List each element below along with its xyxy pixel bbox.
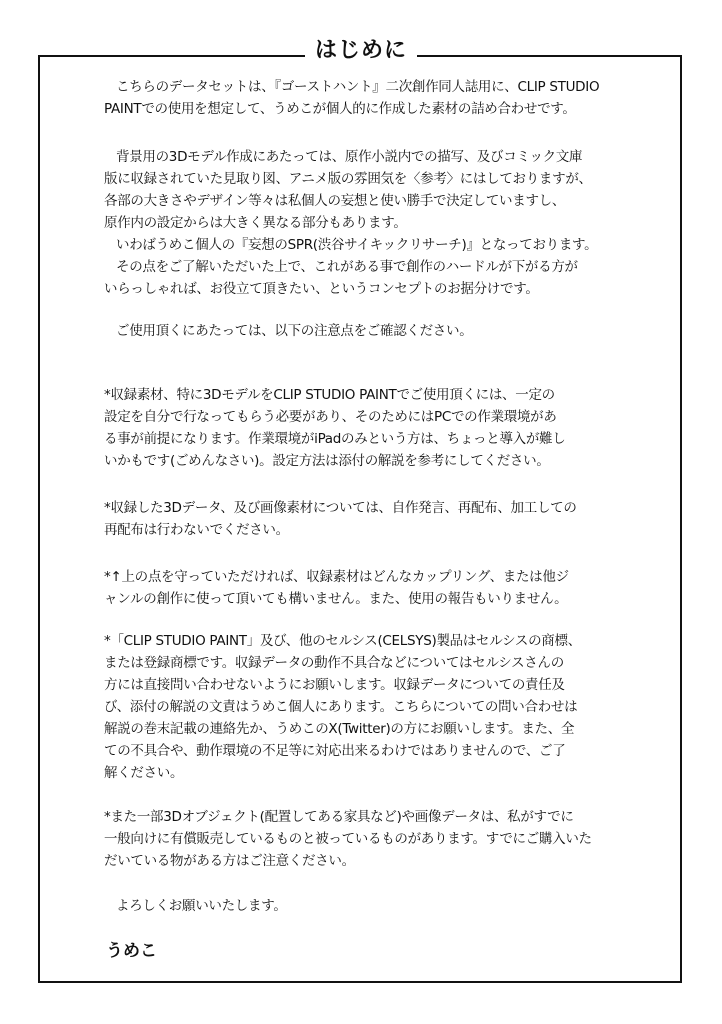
note-1-line-2: 設定を自分で行なってもらう必要があり、そのためにはPCでの作業環境があ <box>104 409 557 425</box>
background-line-7: いらっしゃれば、お役立て頂きたい、というコンセプトのお据分けです。 <box>104 281 539 297</box>
confirm-line: ご使用頂くにあたっては、以下の注意点をご確認ください。 <box>116 323 473 339</box>
note-2-line-2: 再配布は行わないでください。 <box>104 522 289 538</box>
note-3-line-1: *↑上の点を守っていただければ、収録素材はどんなカップリング、または他ジ <box>104 569 569 585</box>
note-2-line-1: *収録した3Dデータ、及び画像素材については、自作発言、再配布、加工しての <box>104 500 577 516</box>
background-line-1: 背景用の3Dモデル作成にあたっては、原作小説内での描写、及びコミック文庫 <box>116 149 583 165</box>
closing-line: よろしくお願いいたします。 <box>116 898 287 914</box>
note-1-line-4: いかもです(ごめんなさい)。設定方法は添付の解説を参考にしてください。 <box>104 453 550 469</box>
note-3-line-2: ャンルの創作に使って頂いても構いません。また、使用の報告もいりません。 <box>104 591 568 607</box>
note-4-line-5: 解説の巻末記載の連絡先か、うめこのX(Twitter)の方にお願いします。また、全 <box>104 721 575 737</box>
background-line-5: いわばうめこ個人の『妄想のSPR(渋谷サイキックリサーチ)』となっております。 <box>116 237 598 253</box>
note-4-line-3: 方には直接問い合わせないようにお願いします。収録データについての責任及 <box>104 677 565 693</box>
note-4-line-7: 解ください。 <box>104 765 184 781</box>
intro-line-1: こちらのデータセットは、『ゴーストハント』二次創作同人誌用に、CLIP STUDIO <box>116 79 600 95</box>
note-4-line-4: び、添付の解説の文責はうめこ個人にあります。こちらについての問い合わせは <box>104 699 578 715</box>
note-1-line-3: る事が前提になります。作業環境がiPadのみという方は、ちょっと導入が難し <box>104 431 566 447</box>
signature: うめこ <box>106 941 157 961</box>
note-4-line-2: または登録商標です。収録データの動作不具合などについてはセルシスさんの <box>104 655 564 671</box>
note-5-line-1: *また一部3Dオブジェクト(配置してある家具など)や画像データは、私がすでに <box>104 809 574 825</box>
note-5-line-3: だいている物がある方はご注意ください。 <box>104 853 355 869</box>
note-5-line-2: 一般向けに有償販売しているものと被っているものがあります。すでにご購入いた <box>104 831 592 847</box>
note-4-line-6: ての不具合や、動作環境の不足等に対応出来るわけではありませんので、ご了 <box>104 743 566 759</box>
background-line-6: その点をご了解いただいた上で、これがある事で創作のハードルが下がる方が <box>116 259 578 275</box>
background-line-2: 版に収録されていた見取り図、アニメ版の雰囲気を〈参考〉にはしておりますが、 <box>104 171 592 187</box>
page-title: はじめに <box>305 33 417 69</box>
note-4-line-1: *「CLIP STUDIO PAINT」及び、他のセルシス(CELSYS)製品はセルシスの商標、 <box>104 633 581 649</box>
note-1-line-1: *収録素材、特に3DモデルをCLIP STUDIO PAINTでご使用頂くには、一定の <box>104 387 555 403</box>
intro-line-2: PAINTでの使用を想定して、うめこが個人的に作成した素材の詰め合わせです。 <box>104 101 576 117</box>
background-line-4: 原作内の設定からは大きく異なる部分もあります。 <box>104 215 407 231</box>
background-line-3: 各部の大きさやデザイン等々は私個人の妄想と使い勝手で決定していますし、 <box>104 193 566 209</box>
